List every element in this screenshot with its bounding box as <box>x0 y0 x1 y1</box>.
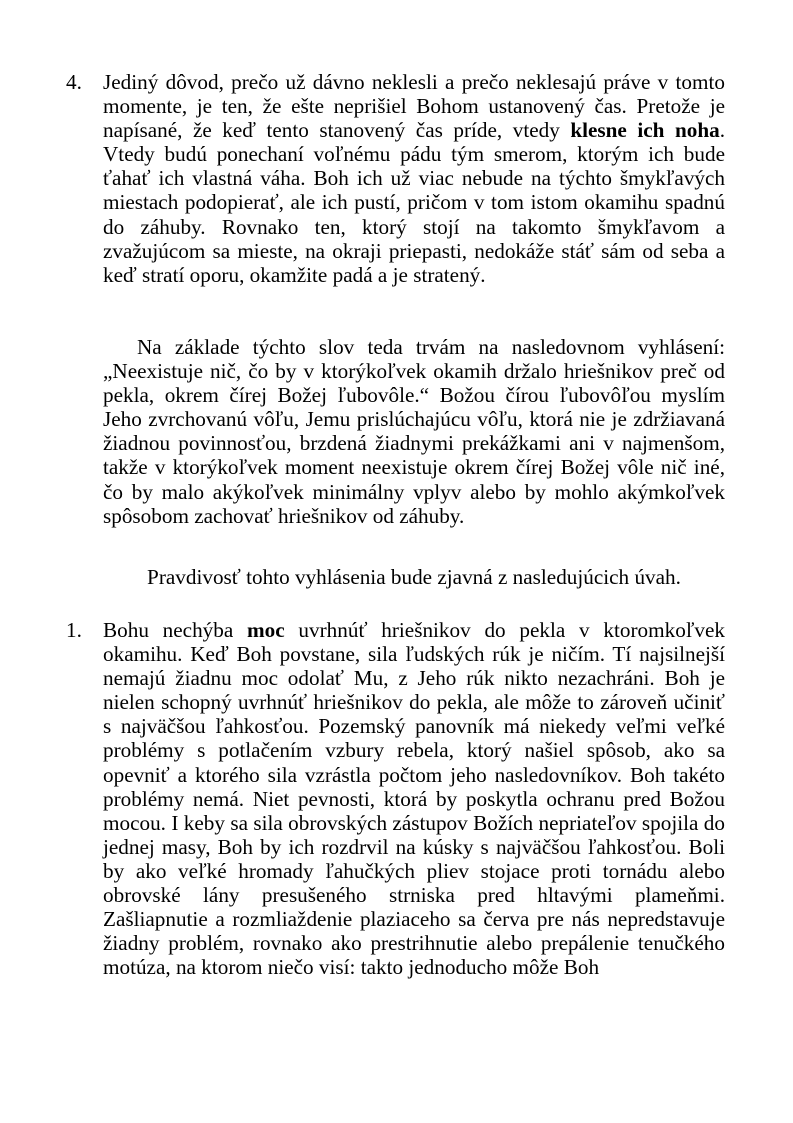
point-text <box>103 70 725 287</box>
numbered-point-4 <box>66 70 725 287</box>
point-text-part: Jediný dôvod, prečo už dávno neklesli a prečo neklesajú práve v tomto momente, je ten, že ešte neprišiel Bohom ustanovený čas. Pretože je napísané, že keď tento stanovený čas príde, vtedy <box>103 70 725 143</box>
numbered-point-1 <box>66 618 725 979</box>
point-text-part: . Vtedy budú ponechaní voľnému pádu tým smerom, ktorým ich bude ťahať ich vlastná váha. Boh ich už viac nebude na týchto šmykľavých miestach podopierať, ale ich pustí, pričom v tom istom okamihu spadnú do záhuby. Rovnako ten, ktorý stojí na takomto šmykľavom a zvažujúcom sa mieste, na okraji priepasti, nedokáže stáť sám od seba a keď stratí oporu, okamžite padá a je stratený. <box>103 118 726 287</box>
point-text-part: Bohu nechýba <box>103 618 248 642</box>
declaration-text: Na základe týchto slov teda trvám na nasledovnom vyhlásení: „Neexistuje nič, čo by v ktorýkoľvek okamih držalo hriešnikov preč od pekla, okrem čírej Božej ľubovôle.“ Božou čírou ľubovôľou myslím Jeho zvrchovanú vôľu, Jemu prislúchajúcu vôľu, ktorá nie je zdržiavaná žiadnou povinnosťou, brzdená žiadnymi prekážkami ani v najmenšom, takže v ktorýkoľvek moment neexistuje okrem čírej Božej vôle nič iné, čo by malo akýkoľvek minimálny vplyv alebo by mohlo akýmkoľvek spôsobom zachovať hriešnikov od záhuby. <box>103 335 725 528</box>
point-text-part: uvrhnúť hriešnikov do pekla v ktoromkoľvek okamihu. Keď Boh povstane, sila ľudských rúk je ničím. Tí najsilnejší nemajú žiadnu moc odolať Mu, z Jeho rúk nikto nezachráni. Boh je nielen schopný uvrhnúť hriešnikov do pekla, ale môže to zároveň učiniť s najväčšou ľahkosťou. Pozemský panovník má niekedy veľmi veľké problémy s potlačením vzbury rebela, ktorý našiel spôsob, ako sa opevniť a ktorého sila vzrástla počtom jeho nasledovníkov. Boh takéto problémy nemá. Niet pevnosti, ktorá by poskytla ochranu pred Božou mocou. I keby sa sila obrovských zástupov Božích nepriateľov spojila do jednej masy, Boh by ich rozdrvil na kúsky s najväčšou ľahkosťou. Boli by ako veľké hromady ľahučkých pliev stojace proti tornádu alebo obrovské lány presušeného strniska pred hltavými plameňmi. Zašliapnutie a rozmliaždenie plaziaceho sa červa pre nás nepredstavuje žiadny problém, rovnako ako prestrihnutie alebo prepálenie tenučkého motúza, na ktorom niečo visí: takto jednoducho môže Boh <box>103 618 725 980</box>
truth-statement: Pravdivosť tohto vyhlásenia bude zjavná z nasledujúcich úvah. <box>147 565 681 589</box>
point-number: 1. <box>66 618 82 642</box>
point-text <box>103 618 725 979</box>
declaration-paragraph <box>103 335 725 528</box>
bold-word: moc <box>247 618 285 642</box>
point-number: 4. <box>66 70 82 94</box>
bold-phrase: klesne ich noha <box>570 118 720 143</box>
